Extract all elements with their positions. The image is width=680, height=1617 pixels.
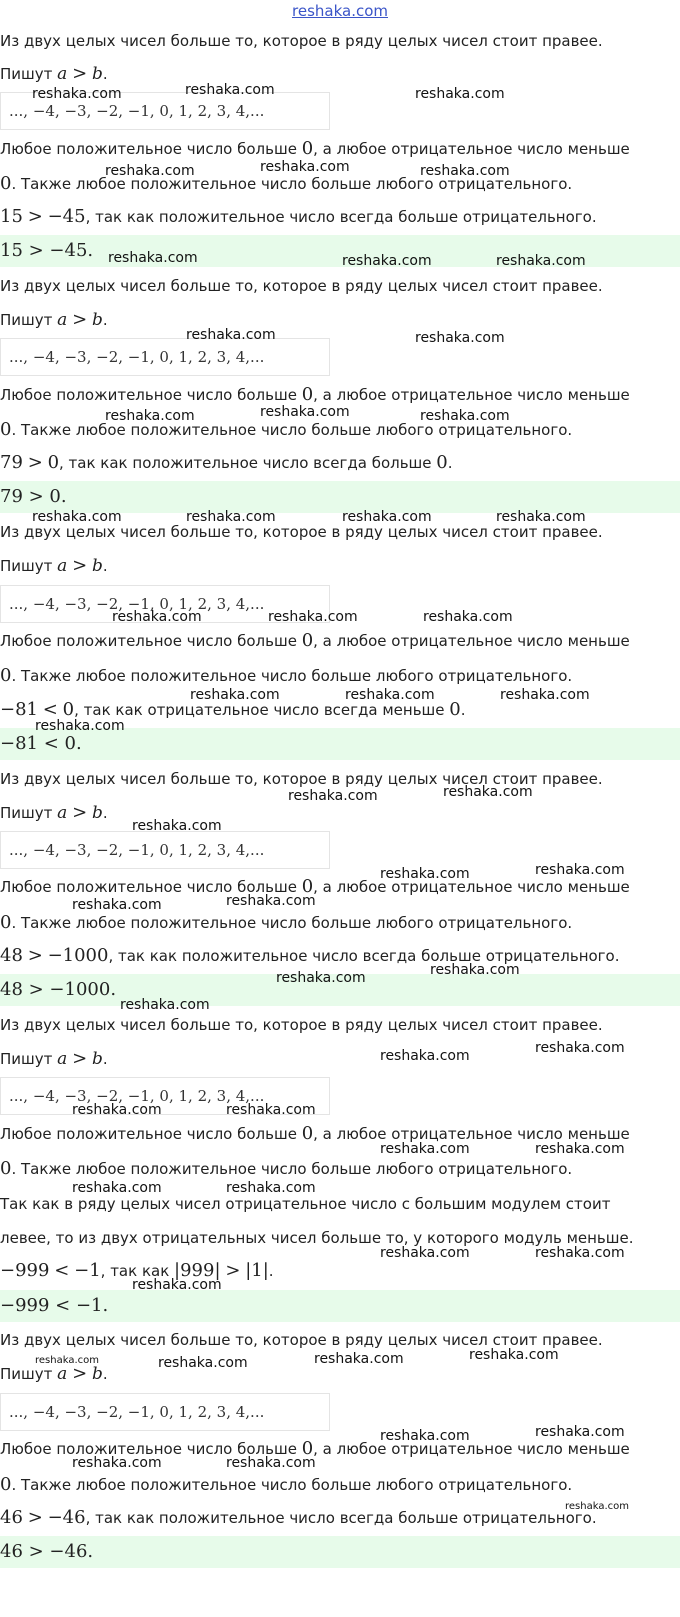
var-a: a	[57, 1049, 68, 1069]
text-part: Любое положительное число больше	[0, 386, 302, 404]
writes-line	[0, 64, 108, 84]
watermark: reshaka.com	[35, 718, 125, 734]
zero: 0	[436, 452, 448, 473]
writes-line	[0, 556, 108, 576]
zero: 0	[0, 912, 12, 933]
dot: .	[102, 1050, 108, 1068]
example-explanation	[0, 207, 597, 227]
watermark: reshaka.com	[430, 962, 520, 978]
writes-label: Пишут	[0, 557, 53, 575]
watermark: reshaka.com	[500, 687, 590, 703]
zero: 0	[0, 1474, 12, 1495]
zero: 0	[301, 1438, 314, 1459]
dot: .	[102, 65, 108, 83]
var-a: a	[57, 556, 68, 576]
var-b: b	[91, 1049, 103, 1069]
integer-sequence: ..., −4, −3, −2, −1, 0, 1, 2, 3, 4,...	[0, 338, 330, 376]
answer-box: −999 < −1.	[0, 1290, 680, 1322]
rule-text: Из двух целых чисел больше то, которое в ряду целых чисел стоит правее.	[0, 1331, 603, 1349]
writes-label: Пишут	[0, 1365, 53, 1383]
pos-gt-neg-text	[0, 1475, 572, 1495]
text-part: , а любое отрицательное число меньше	[313, 1125, 630, 1143]
watermark: reshaka.com	[565, 1501, 629, 1512]
text-part: , так как положительное число всегда больше отрицательного.	[85, 1509, 597, 1527]
writes-label: Пишут	[0, 1050, 53, 1068]
example-op: <	[42, 699, 58, 720]
watermark: reshaka.com	[35, 1355, 99, 1366]
zero: 0	[0, 173, 12, 194]
watermark: reshaka.com	[32, 86, 122, 102]
example-right: 0	[47, 452, 60, 473]
pos-gt-neg-text	[0, 913, 572, 933]
watermark: reshaka.com	[469, 1347, 559, 1363]
answer-box: 48 > −1000.	[0, 974, 680, 1006]
watermark: reshaka.com	[226, 893, 316, 909]
dot: .	[102, 1365, 108, 1383]
pos-gt-neg-text	[0, 1159, 572, 1179]
watermark: reshaka.com	[226, 1102, 316, 1118]
gt-sign: >	[72, 1048, 88, 1069]
text-part: . Также любое положительное число больше любого отрицательного.	[11, 421, 573, 439]
example-op: >	[27, 206, 43, 227]
dot: .	[460, 701, 466, 719]
rule-text: Из двух целых чисел больше то, которое в ряду целых чисел стоит правее.	[0, 770, 603, 788]
zero: 0	[301, 138, 314, 159]
integer-sequence: ..., −4, −3, −2, −1, 0, 1, 2, 3, 4,...	[0, 1393, 330, 1431]
watermark: reshaka.com	[120, 997, 210, 1013]
watermark: reshaka.com	[226, 1455, 316, 1471]
watermark: reshaka.com	[415, 330, 505, 346]
example-right: 0	[62, 699, 75, 720]
text-part: , а любое отрицательное число меньше	[313, 878, 630, 896]
zero: 0	[0, 665, 12, 686]
watermark: reshaka.com	[380, 1245, 470, 1261]
zero: 0	[0, 419, 12, 440]
gt-sign: >	[72, 802, 88, 823]
abs-left: |999|	[174, 1260, 221, 1281]
text-part: , а любое отрицательное число меньше	[313, 140, 630, 158]
watermark: reshaka.com	[32, 509, 122, 525]
zero: 0	[301, 876, 314, 897]
writes-line	[0, 803, 108, 823]
watermark: reshaka.com	[108, 250, 198, 266]
integer-sequence: ..., −4, −3, −2, −1, 0, 1, 2, 3, 4,...	[0, 585, 330, 623]
watermark: reshaka.com	[443, 784, 533, 800]
watermark: reshaka.com	[420, 408, 510, 424]
text-part: , а любое отрицательное число меньше	[313, 386, 630, 404]
text-part: Любое положительное число больше	[0, 1125, 302, 1143]
watermark: reshaka.com	[158, 1355, 248, 1371]
watermark: reshaka.com	[288, 788, 378, 804]
writes-line	[0, 1049, 108, 1069]
dot: .	[447, 454, 453, 472]
rule-text: Из двух целых чисел больше то, которое в ряду целых чисел стоит правее.	[0, 32, 603, 50]
integer-sequence: ..., −4, −3, −2, −1, 0, 1, 2, 3, 4,...	[0, 92, 330, 130]
example-left: 15	[0, 206, 23, 227]
example-right: −46	[47, 1507, 86, 1528]
answer-box: 46 > −46.	[0, 1536, 680, 1568]
watermark: reshaka.com	[496, 253, 586, 269]
text-part: Любое положительное число больше	[0, 1440, 302, 1458]
watermark: reshaka.com	[342, 509, 432, 525]
text-part: Любое положительное число больше	[0, 140, 302, 158]
gt-sign: >	[72, 63, 88, 84]
dot: .	[102, 804, 108, 822]
text-part: , так как положительное число всегда больше отрицательного.	[108, 947, 620, 965]
watermark: reshaka.com	[314, 1351, 404, 1367]
watermark: reshaka.com	[535, 1040, 625, 1056]
watermark: reshaka.com	[112, 609, 202, 625]
var-a: a	[57, 1364, 68, 1384]
writes-label: Пишут	[0, 804, 53, 822]
answer-box: 15 > −45.	[0, 235, 680, 267]
writes-line	[0, 1364, 108, 1384]
example-op: >	[27, 1507, 43, 1528]
zero: 0	[301, 384, 314, 405]
text-part: , а любое отрицательное число меньше	[313, 632, 630, 650]
rule-text: Из двух целых чисел больше то, которое в ряду целых чисел стоит правее.	[0, 523, 603, 541]
example-explanation	[0, 1508, 597, 1528]
abs-right: |1|	[245, 1260, 269, 1281]
example-left: −999	[0, 1260, 50, 1281]
watermark: reshaka.com	[380, 1428, 470, 1444]
dot: .	[102, 311, 108, 329]
watermark: reshaka.com	[423, 609, 513, 625]
example-left: −81	[0, 699, 38, 720]
watermark: reshaka.com	[342, 253, 432, 269]
var-a: a	[57, 310, 68, 330]
example-op: <	[54, 1260, 70, 1281]
text-part: . Также любое положительное число больше любого отрицательного.	[11, 1160, 573, 1178]
pos-gt-zero-text	[0, 631, 630, 651]
watermark: reshaka.com	[380, 866, 470, 882]
site-logo-link[interactable]: reshaka.com	[292, 2, 388, 20]
rule-text: Из двух целых чисел больше то, которое в ряду целых чисел стоит правее.	[0, 277, 603, 295]
watermark: reshaka.com	[190, 687, 280, 703]
watermark: reshaka.com	[105, 163, 195, 179]
watermark: reshaka.com	[535, 862, 625, 878]
watermark: reshaka.com	[186, 327, 276, 343]
dot: .	[268, 1262, 274, 1280]
pos-gt-neg-text	[0, 666, 572, 686]
integer-sequence: ..., −4, −3, −2, −1, 0, 1, 2, 3, 4,...	[0, 1077, 330, 1115]
neg-modulus-text-2: левее, то из двух отрицательных чисел больше то, у которого модуль меньше.	[0, 1229, 634, 1247]
watermark: reshaka.com	[105, 408, 195, 424]
watermark: reshaka.com	[132, 818, 222, 834]
watermark: reshaka.com	[268, 609, 358, 625]
example-right: −1	[74, 1260, 101, 1281]
zero: 0	[301, 630, 314, 651]
writes-label: Пишут	[0, 65, 53, 83]
text-part: , так как положительное число всегда больше отрицательного.	[85, 208, 597, 226]
example-op: >	[27, 452, 43, 473]
watermark: reshaka.com	[186, 509, 276, 525]
text-part: , так как	[100, 1262, 175, 1280]
watermark: reshaka.com	[72, 1455, 162, 1471]
watermark: reshaka.com	[72, 1180, 162, 1196]
watermark: reshaka.com	[132, 1277, 222, 1293]
text-part: . Также любое положительное число больше любого отрицательного.	[11, 175, 573, 193]
writes-label: Пишут	[0, 311, 53, 329]
var-b: b	[91, 1364, 103, 1384]
text-part: , а любое отрицательное число меньше	[313, 1440, 630, 1458]
zero: 0	[301, 1123, 314, 1144]
pos-gt-zero-text	[0, 385, 630, 405]
example-explanation	[0, 946, 620, 966]
watermark: reshaka.com	[226, 1180, 316, 1196]
example-left: 79	[0, 452, 23, 473]
example-explanation	[0, 700, 466, 720]
watermark: reshaka.com	[415, 86, 505, 102]
zero: 0	[449, 699, 461, 720]
text-part: Любое положительное число больше	[0, 632, 302, 650]
gt-sign: >	[225, 1260, 241, 1281]
example-op: >	[27, 945, 43, 966]
example-left: 46	[0, 1507, 23, 1528]
var-a: a	[57, 803, 68, 823]
dot: .	[102, 557, 108, 575]
var-b: b	[91, 310, 103, 330]
example-explanation	[0, 453, 453, 473]
watermark: reshaka.com	[535, 1141, 625, 1157]
watermark: reshaka.com	[380, 1048, 470, 1064]
watermark: reshaka.com	[276, 970, 366, 986]
watermark: reshaka.com	[260, 159, 350, 175]
neg-modulus-text-1: Так как в ряду целых чисел отрицательное число с большим модулем стоит	[0, 1195, 611, 1213]
integer-sequence: ..., −4, −3, −2, −1, 0, 1, 2, 3, 4,...	[0, 831, 330, 869]
writes-line	[0, 310, 108, 330]
answer-box: −81 < 0.	[0, 728, 680, 760]
gt-sign: >	[72, 309, 88, 330]
answer-box: 79 > 0.	[0, 481, 680, 513]
rule-text: Из двух целых чисел больше то, которое в ряду целых чисел стоит правее.	[0, 1016, 603, 1034]
watermark: reshaka.com	[185, 82, 275, 98]
text-part: Любое положительное число больше	[0, 878, 302, 896]
example-right: −1000	[47, 945, 109, 966]
text-part: . Также любое положительное число больше любого отрицательного.	[11, 667, 573, 685]
watermark: reshaka.com	[420, 163, 510, 179]
gt-sign: >	[72, 1363, 88, 1384]
zero: 0	[0, 1158, 12, 1179]
var-b: b	[91, 556, 103, 576]
text-part: . Также любое положительное число больше любого отрицательного.	[11, 1476, 573, 1494]
example-right: −45	[47, 206, 86, 227]
watermark: reshaka.com	[72, 897, 162, 913]
gt-sign: >	[72, 555, 88, 576]
watermark: reshaka.com	[72, 1102, 162, 1118]
text-part: , так как положительное число всегда больше	[59, 454, 437, 472]
watermark: reshaka.com	[345, 687, 435, 703]
var-a: a	[57, 64, 68, 84]
watermark: reshaka.com	[380, 1141, 470, 1157]
example-left: 48	[0, 945, 23, 966]
var-b: b	[91, 64, 103, 84]
pos-gt-zero-text	[0, 139, 630, 159]
watermark: reshaka.com	[260, 404, 350, 420]
watermark: reshaka.com	[496, 509, 586, 525]
watermark: reshaka.com	[535, 1245, 625, 1261]
watermark: reshaka.com	[535, 1424, 625, 1440]
text-part: , так как отрицательное число всегда меньше	[74, 701, 450, 719]
var-b: b	[91, 803, 103, 823]
text-part: . Также любое положительное число больше любого отрицательного.	[11, 914, 573, 932]
